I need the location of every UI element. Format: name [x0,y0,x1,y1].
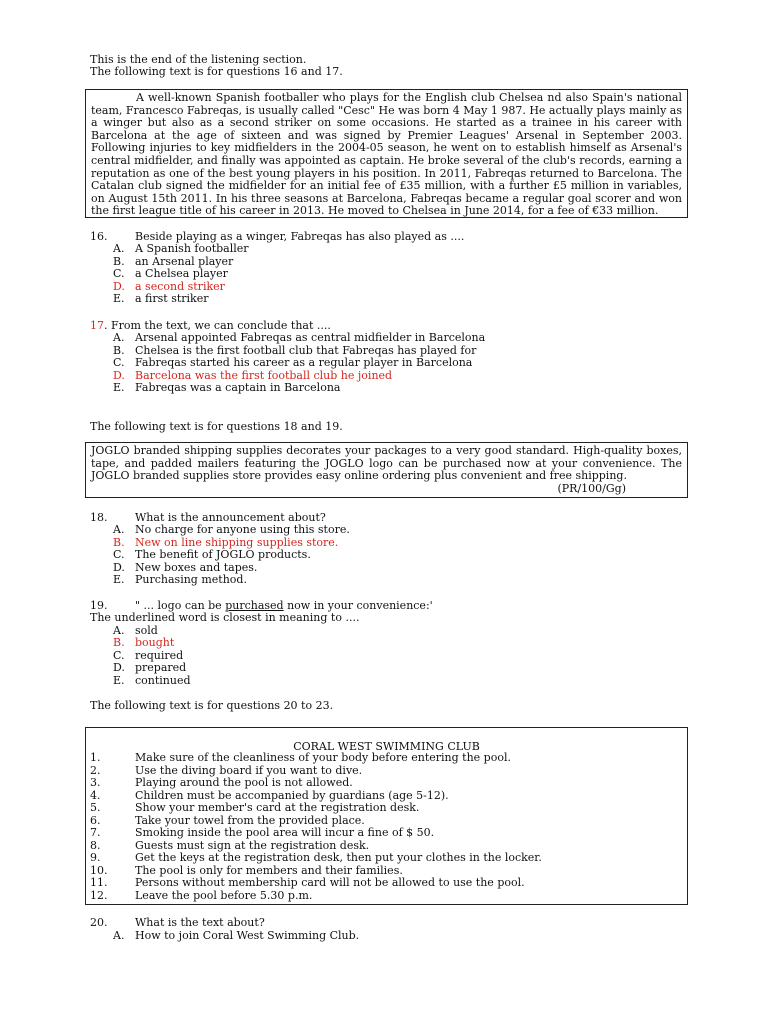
q17-option-b[interactable]: B. Chelsea is the first football club that Fabreqas has played for [113,344,477,357]
club-rule-12: 12. Leave the pool before 5.30 p.m. [90,889,313,902]
q16-option-b[interactable]: B. an Arsenal player [113,255,234,268]
q19-option-a[interactable]: A. sold [113,624,158,637]
q19-option-d[interactable]: D. prepared [113,661,187,674]
q18-option-e[interactable]: E. Purchasing method. [113,573,247,586]
question-stem: . From the text, we can conclude that .... [104,319,331,332]
q17-option-c[interactable]: C. Fabreqas started his career as a regular player in Barcelona [113,356,473,369]
q16-option-e[interactable]: E. a first striker [113,292,209,305]
q18-option-c[interactable]: C. The benefit of JOGLO products. [113,548,311,561]
q18-option-a[interactable]: A. No charge for anyone using this store. [113,523,350,536]
q17-option-e[interactable]: E. Fabreqas was a captain in Barcelona [113,381,341,394]
passage-fabregas: A well-known Spanish footballer who plays for the English club Chelsea nd also Spain's national team, Francesco Fabreqas, is usually called "Cesc" He was born 4 May 1 987. He actually plays mainly as a winger but also as a second striker on some occasions. He started as a trainee in his career with Barcelona at the age of sixteen and was signed by Premier Leagues' Arsenal in September 2003. Following injuries to key midfielders in the 2004-05 season, he went on to establish himself as Arsenal's central midfielder, and finally was appointed as captain. He broke several of the club's records, earning a reputation as one of the best young players in his position. In 2011, Fabreqas returned to Barcelona. The Catalan club signed the midfielder for an initial fee of £35 million, with a further £5 million in variables, on August 15th 2011. In his three seasons at Barcelona, Fabreqas became a regular goal scorer and won the first league title of his career in 2013. He moved to Chelsea in June 2014, for a fee of €33 million. [91,91,682,218]
question-20 [90,917,265,929]
club-rule-4: 4. Children must be accompanied by guardians (age 5-12). [90,789,449,802]
club-rule-11: 11. Persons without membership card will not be allowed to use the pool. [90,876,525,889]
q17-option-d-answer[interactable]: D. Barcelona was the first football club he joined [113,369,393,382]
question-19-stem: The underlined word is closest in meaning to .... [90,611,360,624]
club-title: CORAL WEST SWIMMING CLUB [293,740,480,753]
club-rule-1: 1. Make sure of the cleanliness of your body before entering the pool. [90,751,511,764]
question-number: 18. [90,511,108,524]
q18-option-d[interactable]: D. New boxes and tapes. [113,561,258,574]
question-number: 20. [90,916,108,929]
q18-option-b-answer[interactable]: B. New on line shipping supplies store. [113,536,339,549]
section-intro-20-23: The following text is for questions 20 to 23. [90,699,334,712]
question-stem: What is the text about? [135,916,265,929]
listening-end-text: This is the end of the listening section. [90,53,307,66]
club-rule-8: 8. Guests must sign at the registration desk. [90,839,370,852]
q19-option-e[interactable]: E. continued [113,674,191,687]
q16-option-a[interactable]: A. A Spanish footballer [113,242,249,255]
club-rule-6: 6. Take your towel from the provided place. [90,814,365,827]
passage-joglo-box [85,442,688,498]
q16-option-c[interactable]: C. a Chelsea player [113,267,228,280]
question-number: 16. [90,230,108,243]
club-rule-9: 9. Get the keys at the registration desk, then put your clothes in the locker. [90,851,542,864]
club-rule-2: 2. Use the diving board if you want to dive. [90,764,363,777]
question-number: 19. [90,599,108,612]
passage-joglo: JOGLO branded shipping supplies decorates your packages to a very good standard. High-quality boxes, tape, and padded mailers featuring the JOGLO logo can be purchased now at your convenience. The JOGLO branded supplies store provides easy online ordering plus convenient and free shipping. [91,444,682,483]
underlined-word: purchased [225,599,284,612]
section-intro-16-17: The following text is for questions 16 and 17. [90,65,343,78]
quote-after: now in your convenience:' [283,599,433,612]
q16-option-d-answer[interactable]: D. a second striker [113,280,225,293]
quote-before: " ... logo can be [135,599,226,612]
q17-option-a[interactable]: A. Arsenal appointed Fabreqas as central midfielder in Barcelona [113,331,486,344]
question-number: 17 [90,319,104,332]
q20-option-a[interactable]: A. How to join Coral West Swimming Club. [113,929,360,942]
question-stem: What is the announcement about? [135,511,326,524]
question-stem: Beside playing as a winger, Fabreqas has also played as .... [135,230,465,243]
club-rule-5: 5. Show your member's card at the registration desk. [90,801,420,814]
club-rule-7: 7. Smoking inside the pool area will incur a fine of $ 50. [90,826,435,839]
club-rule-10: 10. The pool is only for members and their families. [90,864,403,877]
passage-fabregas-box [85,89,688,218]
q19-option-b-answer[interactable]: B. bought [113,636,175,649]
club-rule-3: 3. Playing around the pool is not allowed. [90,776,353,789]
section-intro-18-19: The following text is for questions 18 and 19. [90,420,343,433]
q19-option-c[interactable]: C. required [113,649,184,662]
passage-joglo-source: (PR/100/Gg) [557,481,626,495]
